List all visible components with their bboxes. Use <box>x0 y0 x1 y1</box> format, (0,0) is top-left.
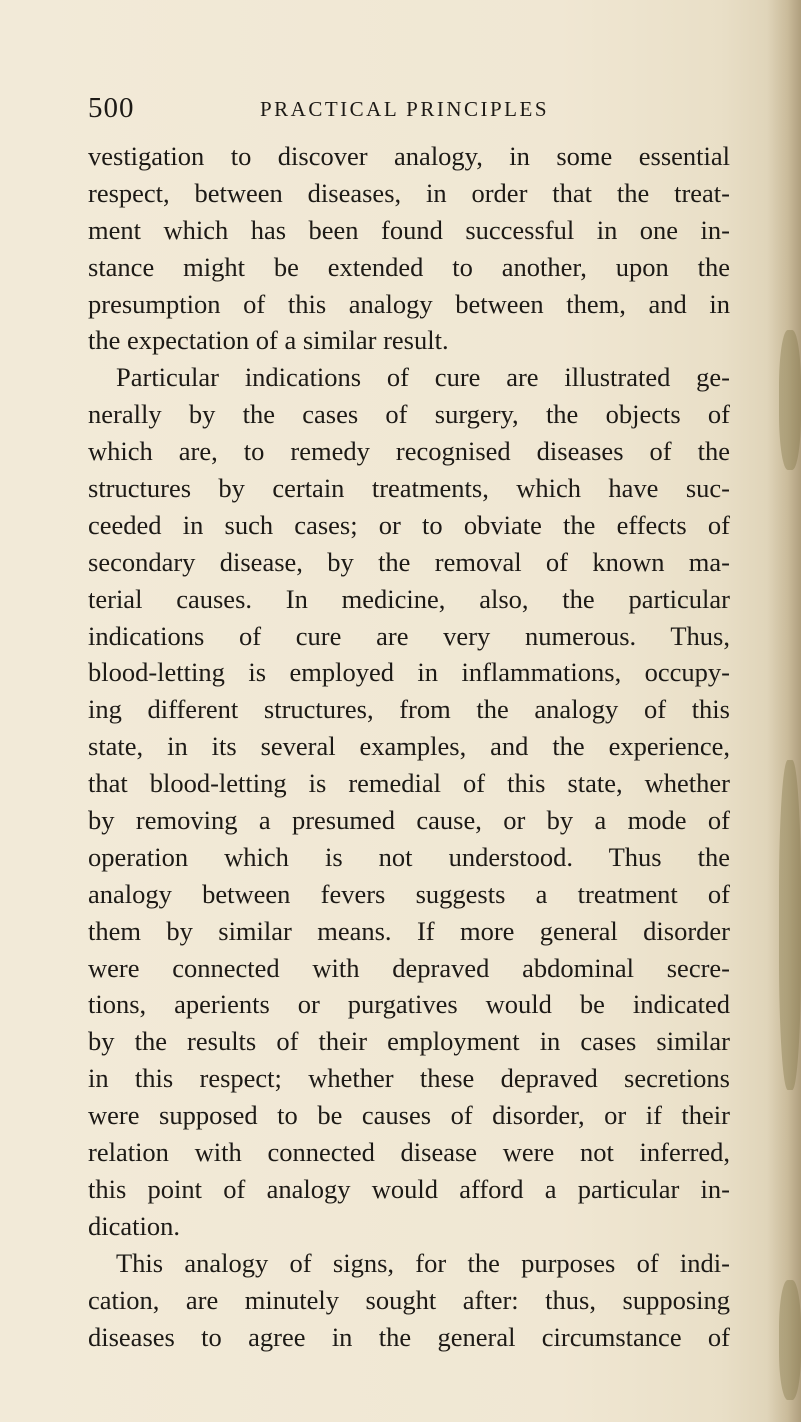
text-line: stance might be extended to another, upon the <box>88 251 730 282</box>
text-line: were supposed to be causes of disorder, or if their <box>88 1100 730 1131</box>
text-line: blood-letting is employed in inflammations, occupy- <box>88 657 730 688</box>
running-title: PRACTICAL PRINCIPLES <box>260 97 550 121</box>
text-line: dication. <box>88 1210 180 1241</box>
text-line: by removing a presumed cause, or by a mode of <box>88 805 730 836</box>
text-line: the expectation of a similar result. <box>88 325 449 356</box>
text-line: ing different structures, from the analogy of this <box>88 694 730 725</box>
text-line: nerally by the cases of surgery, the objects of <box>88 399 730 430</box>
page-stain <box>779 1280 801 1400</box>
text-line: that blood-letting is remedial of this state, whether <box>88 768 730 799</box>
body-text <box>88 138 730 1355</box>
page-stain <box>779 760 801 1090</box>
text-line: state, in its several examples, and the experience, <box>88 731 730 762</box>
text-line: relation with connected disease were not inferred, <box>88 1137 730 1168</box>
text-line: which are, to remedy recognised diseases of the <box>88 436 730 467</box>
running-head <box>88 92 728 132</box>
text-line: terial causes. In medicine, also, the particular <box>88 583 730 614</box>
text-line: ment which has been found successful in one in- <box>88 214 730 245</box>
text-line: analogy between fevers suggests a treatment of <box>88 878 730 909</box>
text-line: tions, aperients or purgatives would be indicated <box>88 989 730 1020</box>
text-line: them by similar means. If more general disorder <box>88 915 730 946</box>
text-line: Particular indications of cure are illustrated ge- <box>116 362 730 393</box>
text-line: ceeded in such cases; or to obviate the effects of <box>88 509 730 540</box>
text-line: operation which is not understood. Thus the <box>88 841 730 872</box>
text-line: in this respect; whether these depraved secretions <box>88 1063 730 1094</box>
text-line: secondary disease, by the removal of known ma- <box>88 546 730 577</box>
text-line: vestigation to discover analogy, in some essential <box>88 141 730 171</box>
text-line: cation, are minutely sought after: thus, supposing <box>88 1284 730 1315</box>
text-line: diseases to agree in the general circumstance of <box>88 1321 730 1352</box>
text-line: by the results of their employment in cases similar <box>88 1026 730 1057</box>
text-line: were connected with depraved abdominal secre- <box>88 952 730 983</box>
page-stain <box>779 330 801 470</box>
text-line: this point of analogy would afford a particular in- <box>88 1173 730 1204</box>
page-number: 500 <box>88 92 135 124</box>
page-edge-shadow <box>767 0 801 1422</box>
text-line: structures by certain treatments, which have suc- <box>88 473 730 504</box>
text-line: This analogy of signs, for the purposes of indi- <box>116 1247 730 1278</box>
text-line: indications of cure are very numerous. Thus, <box>88 620 730 651</box>
text-line: respect, between diseases, in order that the treat- <box>88 177 730 208</box>
text-line: presumption of this analogy between them, and in <box>88 288 730 319</box>
